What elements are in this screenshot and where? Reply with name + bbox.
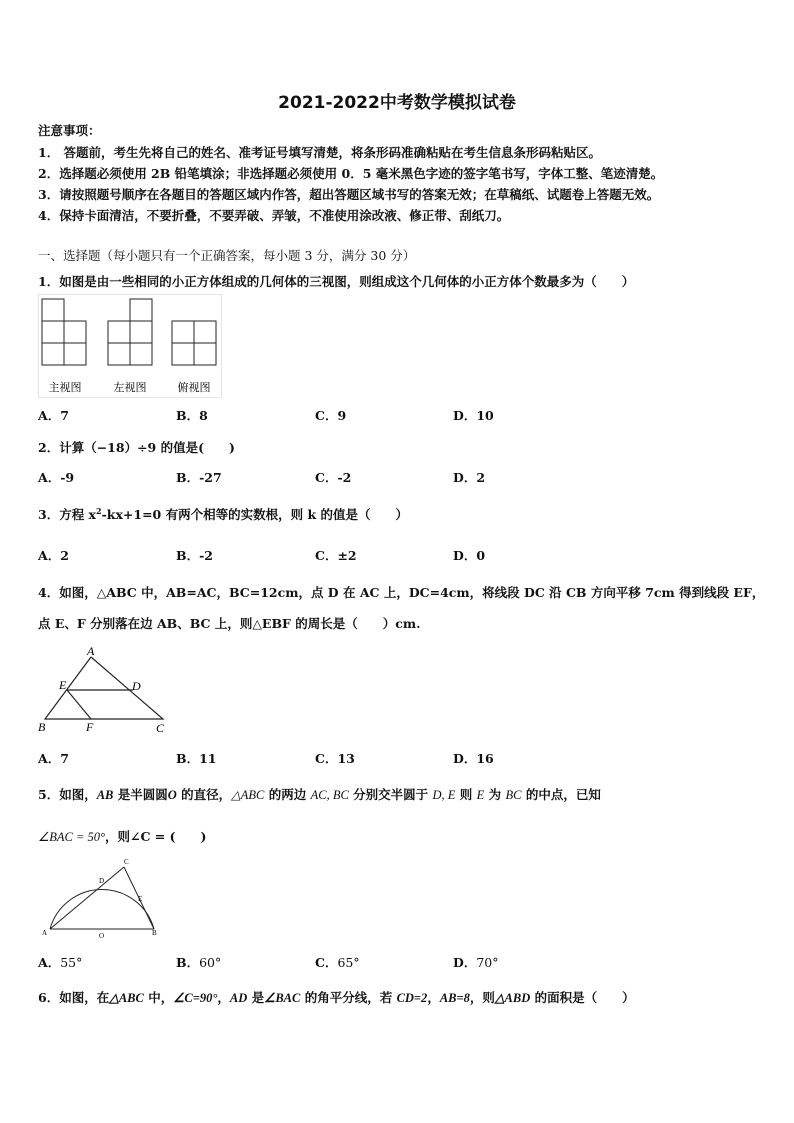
q4-stem-line1: 4．如图，△ABC 中，AB=AC，BC=12cm，点 D 在 AC 上，DC=4cm，将线段 DC 沿 CB 方向平移 7cm 得到线段 EF， bbox=[38, 585, 765, 600]
q3-stem: 3．方程 $x^2-kx+1=0$ 有两个相等的实数根，则 k 的值是（ ） bbox=[38, 505, 408, 522]
q5-option-b[interactable]: B．60° bbox=[176, 955, 222, 970]
point-e-label: E bbox=[59, 678, 67, 692]
q3-option-b[interactable]: B．-2 bbox=[176, 548, 213, 563]
point-d-label: D bbox=[132, 679, 141, 693]
q5-stem-line1: 5．如图，AB 是半圆圆O 的直径，△ABC 的两边 AC, BC 分别交半圆于 D, E 则 E 为 BC 的中点，已知 bbox=[38, 787, 601, 802]
point-b-label: B bbox=[38, 720, 46, 734]
q2-option-d[interactable]: D．2 bbox=[453, 470, 486, 485]
notice-item: 2．选择题必须使用 2B 铅笔填涂；非选择题必须使用 0．5 毫米黑色字迹的签字笔书写，字体工整、笔迹清楚。 bbox=[38, 166, 664, 181]
notice-item: 1． 答题前，考生先将自己的姓名、准考证号填写清楚，将条形码准确粘贴在考生信息条形码粘贴区。 bbox=[38, 145, 602, 160]
q2-option-a[interactable]: A．-9 bbox=[38, 470, 75, 485]
q2-option-c[interactable]: C．-2 bbox=[315, 470, 352, 485]
q1-three-views-figure bbox=[38, 294, 223, 398]
point-a-label: A bbox=[42, 929, 48, 937]
q4-option-c[interactable]: C．13 bbox=[315, 751, 355, 766]
q4-option-a[interactable]: A．7 bbox=[38, 751, 69, 766]
point-c-label: C bbox=[156, 721, 165, 735]
point-f-label: F bbox=[86, 720, 94, 734]
point-c-label: C bbox=[124, 858, 129, 866]
q5-option-c[interactable]: C．65° bbox=[315, 955, 360, 970]
section-heading: 一、选择题（每小题只有一个正确答案，每小题 3 分，满分 30 分） bbox=[38, 248, 416, 263]
notice-item: 4．保持卡面清洁，不要折叠，不要弄破、弄皱，不准使用涂改液、修正带、刮纸刀。 bbox=[38, 208, 510, 223]
point-a-label: A bbox=[87, 644, 95, 658]
q3-option-c[interactable]: C．±2 bbox=[315, 548, 357, 563]
q2-stem: 2．计算（−18）÷9 的值是( ) bbox=[38, 440, 235, 455]
q1-option-c[interactable]: C．9 bbox=[315, 408, 347, 423]
q1-option-a[interactable]: A．7 bbox=[38, 408, 69, 423]
q3-option-d[interactable]: D．0 bbox=[453, 548, 486, 563]
point-b-label: B bbox=[152, 929, 157, 937]
q1-option-d[interactable]: D．10 bbox=[453, 408, 494, 423]
front-view-label: 主视图 bbox=[48, 382, 82, 394]
q2-option-b[interactable]: B．-27 bbox=[176, 470, 222, 485]
q3-option-a[interactable]: A．2 bbox=[38, 548, 69, 563]
q4-option-d[interactable]: D．16 bbox=[453, 751, 494, 766]
point-o-label: O bbox=[99, 932, 105, 940]
notice-item: 3．请按照题号顺序在各题目的答题区域内作答，超出答题区域书写的答案无效；在草稿纸、试题卷上答题无效。 bbox=[38, 187, 660, 202]
q5-semicircle-figure bbox=[38, 855, 162, 941]
top-view-label: 俯视图 bbox=[177, 382, 211, 394]
q1-option-b[interactable]: B．8 bbox=[176, 408, 208, 423]
q5-stem-line2: ∠BAC = 50°，则∠C = ( ) bbox=[38, 829, 207, 844]
point-e-label: E bbox=[138, 895, 143, 903]
notice-heading: 注意事项： bbox=[38, 123, 101, 138]
q5-option-a[interactable]: A．55° bbox=[38, 955, 83, 970]
q1-stem: 1．如图是由一些相同的小正方体组成的几何体的三视图，则组成这个几何体的小正方体个数最多为（ ） bbox=[38, 274, 635, 289]
q6-stem: 6．如图，在△ABC 中，∠C=90°，AD 是∠BAC 的角平分线，若 CD=2，AB=8，则△ABD 的面积是（ ） bbox=[38, 990, 635, 1005]
q4-stem-line2: 点 E、F 分别落在边 AB、BC 上，则△EBF 的周长是（ ）cm. bbox=[38, 616, 421, 631]
point-d-label: D bbox=[99, 877, 105, 885]
page-title: 2021-2022中考数学模拟试卷 bbox=[278, 93, 516, 113]
left-view-label: 左视图 bbox=[113, 382, 147, 394]
q4-triangle-figure bbox=[36, 642, 170, 736]
q5-option-d[interactable]: D．70° bbox=[453, 955, 499, 970]
q4-option-b[interactable]: B．11 bbox=[176, 751, 217, 766]
